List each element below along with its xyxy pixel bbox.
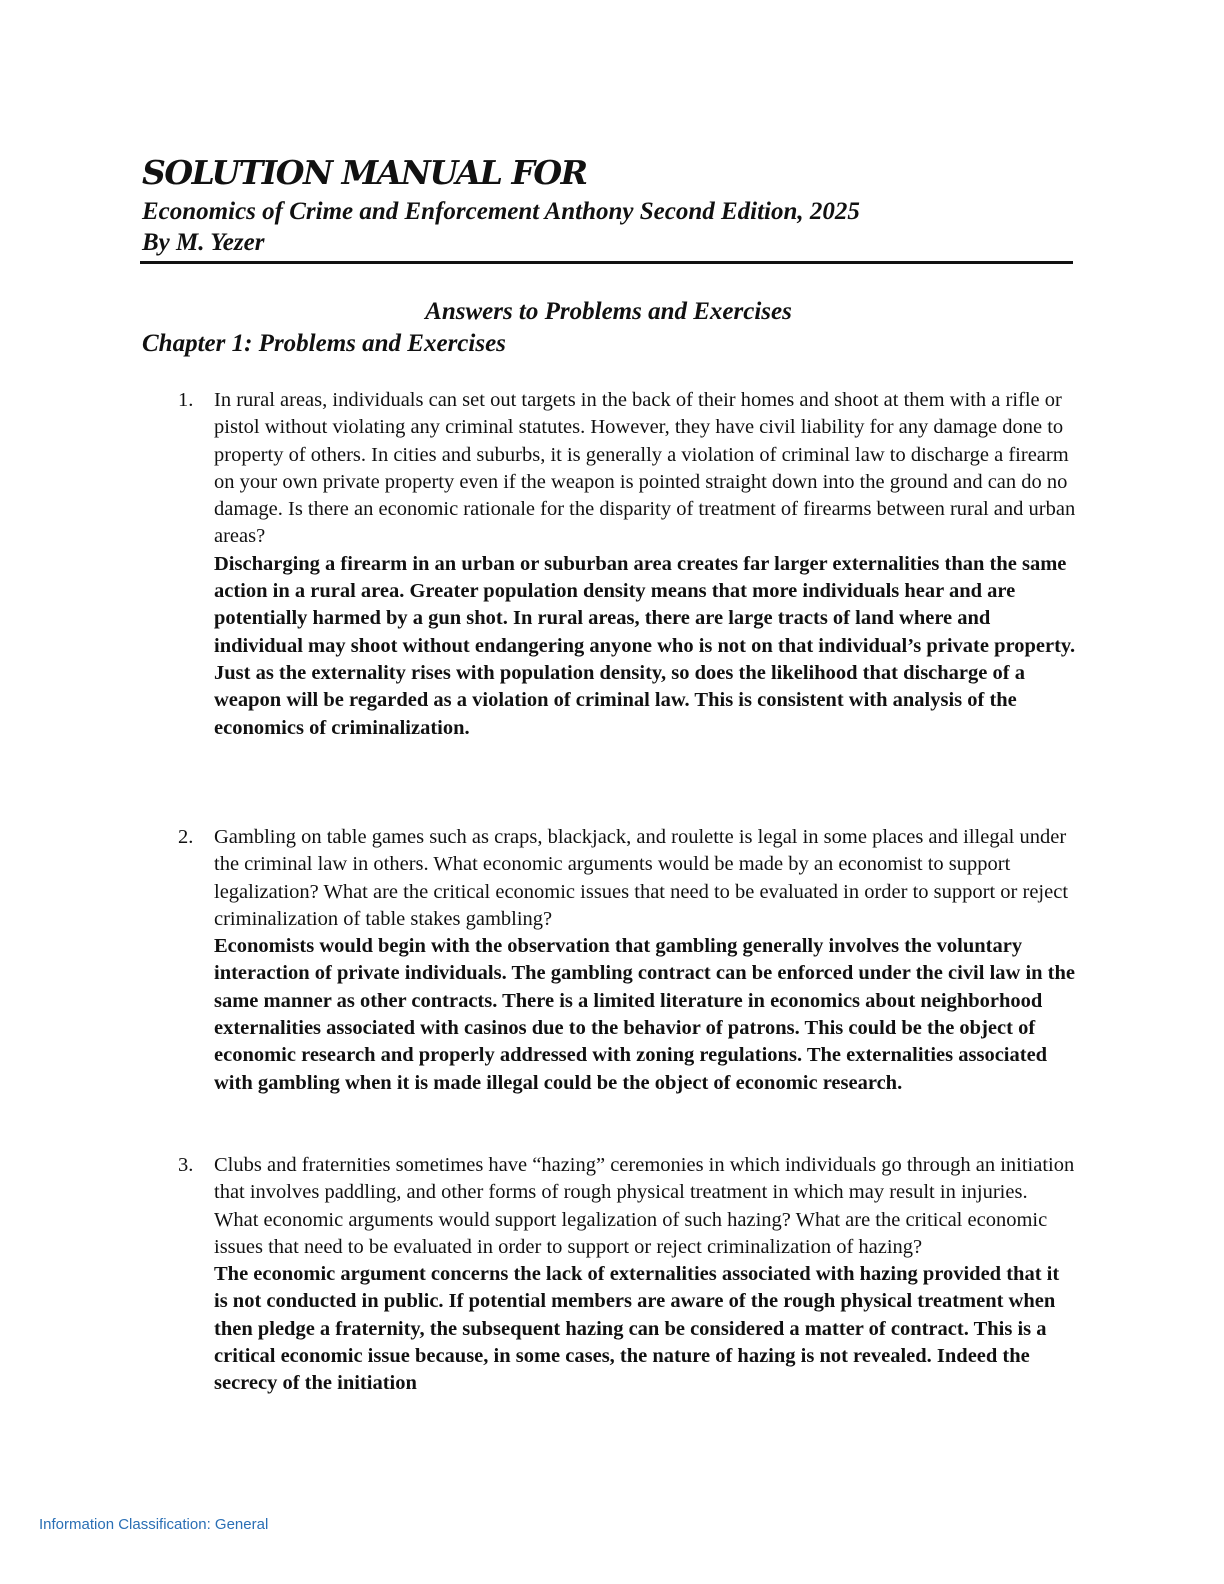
exercise-item-2 — [178, 824, 1076, 1097]
header-divider — [140, 261, 1073, 264]
section-heading: Answers to Problems and Exercises — [425, 298, 792, 325]
exercise-number: 1. — [178, 389, 194, 411]
book-title: Economics of Crime and Enforcement Anthony Second Edition, 2025 — [142, 198, 860, 225]
classification-footer: Information Classification: General — [39, 1516, 269, 1533]
exercise-question: Gambling on table games such as craps, blackjack, and roulette is legal in some places and illegal under the criminal law in others. What economic arguments would be made by an economist to support legalization? What are the critical economic issues that need to be evaluated in order to support or reject criminalization of table stakes gambling? — [214, 826, 1069, 930]
exercise-number: 3. — [178, 1154, 194, 1176]
exercise-question: In rural areas, individuals can set out targets in the back of their homes and shoot at them with a rifle or pistol without violating any criminal statutes. However, they have civil liability for any damage done to property of others. In cities and suburbs, it is generally a violation of criminal law to discharge a firearm on your own private property even if the weapon is pointed straight down into the ground and can do no damage. Is there an economic rationale for the disparity of treatment of firearms between rural and urban areas? — [214, 389, 1076, 548]
exercise-answer: The economic argument concerns the lack of externalities associated with hazing provided that it is not conducted in public. If potential members are aware of the rough physical treatment when then pledge a fraternity, the subsequent hazing can be considered a matter of contract. This is a critical economic issue because, in some cases, the nature of hazing is not revealed. Indeed the secrecy of the initiation — [214, 1263, 1060, 1395]
chapter-heading: Chapter 1: Problems and Exercises — [142, 330, 506, 357]
exercise-item-3 — [178, 1152, 1076, 1398]
exercise-item-1 — [178, 387, 1076, 742]
document-title: SOLUTION MANUAL FOR — [142, 153, 587, 192]
exercise-question: Clubs and fraternities sometimes have “hazing” ceremonies in which individuals go through an initiation that involves paddling, and other forms of rough physical treatment in which may result in injuries. What economic arguments would support legalization of such hazing? What are the critical economic issues that need to be evaluated in order to support or reject criminalization of hazing? — [214, 1154, 1075, 1258]
exercise-answer: Economists would begin with the observation that gambling generally involves the voluntary interaction of private individuals. The gambling contract can be enforced under the civil law in the same manner as other contracts. There is a limited literature in economics about neighborhood externalities associated with casinos due to the behavior of patrons. This could be the object of economic research and properly addressed with zoning regulations. The externalities associated with gambling when it is made illegal could be the object of economic research. — [214, 935, 1075, 1094]
exercise-answer: Discharging a firearm in an urban or suburban area creates far larger externalities than the same action in a rural area. Greater population density means that more individuals hear and are potentially harmed by a gun shot. In rural areas, there are large tracts of land where and individual may shoot without endangering anyone who is not on that individual’s private property. Just as the externality rises with population density, so does the likelihood that discharge of a weapon will be regarded as a violation of criminal law. This is consistent with analysis of the economics of criminalization. — [214, 552, 1076, 739]
exercise-number: 2. — [178, 826, 194, 848]
book-author: By M. Yezer — [142, 229, 265, 256]
